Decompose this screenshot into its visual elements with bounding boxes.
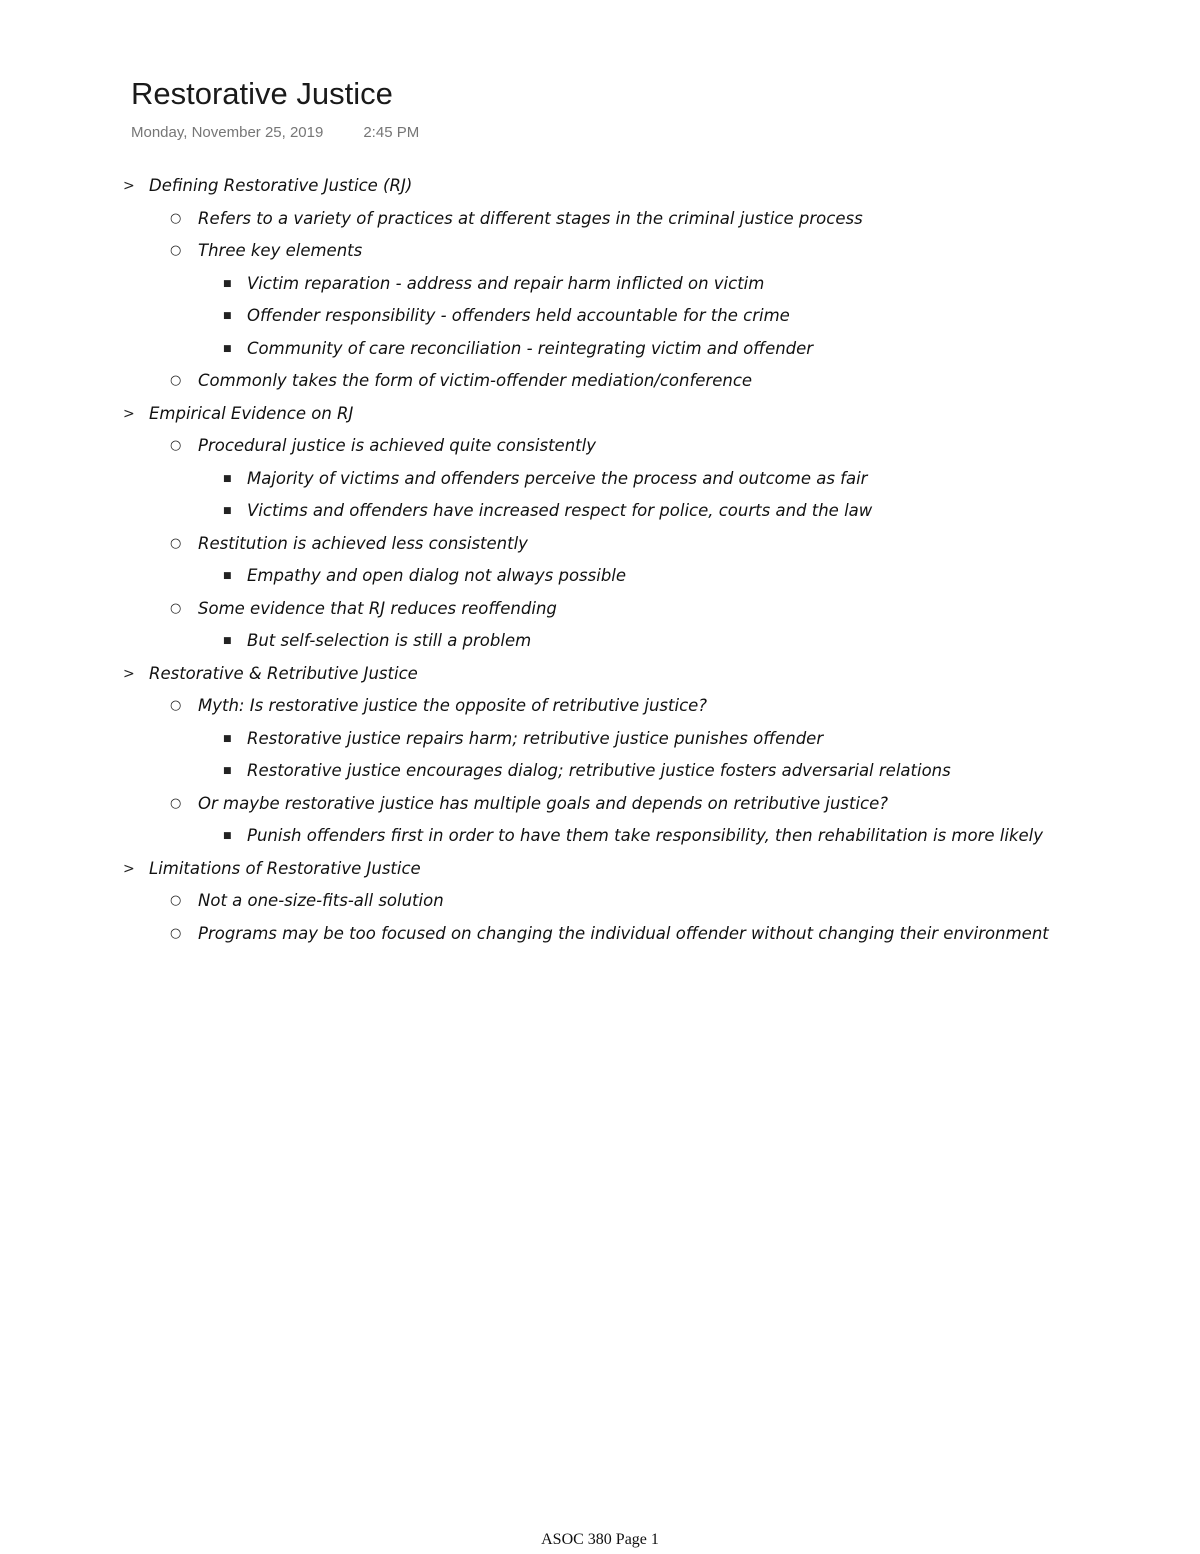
square-bullet-icon: ■	[223, 636, 232, 646]
outline-item-text: Majority of victims and offenders perceive the process and outcome as fair	[247, 468, 868, 488]
outline-item-text: Restorative justice repairs harm; retributive justice punishes offender	[247, 728, 824, 748]
outline-item-text: Victims and offenders have increased respect for police, courts and the law	[247, 501, 873, 520]
outline-item	[0, 170, 1200, 203]
outline-item-text: Commonly takes the form of victim-offender mediation/conference	[198, 371, 753, 390]
notes-outline	[0, 170, 1200, 950]
outline-item	[0, 203, 1200, 236]
outline-item-text: Or maybe restorative justice has multiple goals and depends on retributive justice?	[198, 793, 889, 813]
circle-bullet-icon: ○	[170, 893, 182, 908]
circle-bullet-icon: ○	[170, 243, 182, 258]
circle-bullet-icon: ○	[170, 438, 182, 453]
circle-bullet-icon: ○	[170, 373, 182, 388]
outline-item	[0, 365, 1200, 398]
outline-item-text: Offender responsibility - offenders held accountable for the crime	[247, 306, 790, 325]
circle-bullet-icon: ○	[170, 535, 182, 551]
outline-item	[0, 853, 1200, 886]
outline-item-text: Myth: Is restorative justice the opposite of retributive justice?	[198, 696, 708, 715]
square-bullet-icon: ■	[223, 831, 232, 841]
outline-item-text: Restitution is achieved less consistently	[198, 533, 528, 553]
outline-item-text: Restorative & Retributive Justice	[149, 663, 418, 683]
outline-item-text: Some evidence that RJ reduces reoffending	[198, 598, 557, 618]
circle-bullet-icon: ○	[170, 698, 182, 713]
outline-item	[0, 528, 1200, 561]
outline-item	[0, 788, 1200, 821]
arrow-bullet-icon: >	[123, 405, 135, 422]
outline-item	[0, 463, 1200, 496]
outline-item-text: But self-selection is still a problem	[247, 631, 532, 650]
page-time: 2:45 PM	[363, 124, 420, 141]
outline-item-text: Three key elements	[198, 241, 363, 260]
outline-item	[0, 398, 1200, 431]
outline-item	[0, 430, 1200, 463]
arrow-bullet-icon: >	[123, 665, 135, 682]
outline-item	[0, 885, 1200, 918]
circle-bullet-icon: ○	[170, 795, 182, 811]
outline-item-text: Procedural justice is achieved quite consistently	[198, 436, 596, 455]
outline-item-text: Punish offenders first in order to have them take responsibility, then rehabilitation is more likely	[247, 826, 1043, 845]
square-bullet-icon: ■	[223, 343, 232, 354]
outline-item-text: Programs may be too focused on changing the individual offender without changing their environment	[198, 923, 1049, 943]
outline-item	[0, 593, 1200, 626]
outline-item-text: Community of care reconciliation - reintegrating victim and offender	[247, 338, 814, 358]
outline-item-text: Empathy and open dialog not always possible	[247, 566, 627, 585]
outline-item	[0, 918, 1200, 951]
square-bullet-icon: ■	[223, 766, 232, 776]
outline-item	[0, 723, 1200, 756]
outline-item-text: Restorative justice encourages dialog; retributive justice fosters adversarial relations	[247, 761, 951, 780]
square-bullet-icon: ■	[223, 571, 232, 581]
outline-item	[0, 625, 1200, 658]
outline-item	[0, 235, 1200, 268]
page-date: Monday, November 25, 2019	[131, 124, 324, 141]
page-footer: ASOC 380 Page 1	[541, 1531, 659, 1548]
outline-item	[0, 300, 1200, 333]
square-bullet-icon: ■	[223, 473, 232, 484]
circle-bullet-icon: ○	[170, 925, 182, 941]
outline-item	[0, 820, 1200, 853]
outline-item-text: Not a one-size-fits-all solution	[198, 891, 444, 910]
outline-item	[0, 560, 1200, 593]
outline-item-text: Defining Restorative Justice (RJ)	[149, 176, 413, 195]
square-bullet-icon: ■	[223, 506, 232, 516]
outline-item-text: Empirical Evidence on RJ	[149, 403, 354, 423]
circle-bullet-icon: ○	[170, 210, 182, 226]
outline-item	[0, 268, 1200, 301]
square-bullet-icon: ■	[223, 311, 232, 321]
outline-item	[0, 658, 1200, 691]
outline-item-text: Victim reparation - address and repair harm inflicted on victim	[247, 273, 765, 293]
outline-item-text: Limitations of Restorative Justice	[149, 858, 421, 878]
page-title: Restorative Justice	[131, 76, 393, 111]
outline-item-text: Refers to a variety of practices at different stages in the criminal justice process	[198, 208, 863, 228]
square-bullet-icon: ■	[223, 278, 232, 289]
square-bullet-icon: ■	[223, 733, 232, 744]
arrow-bullet-icon: >	[123, 860, 135, 877]
circle-bullet-icon: ○	[170, 600, 182, 616]
outline-item	[0, 333, 1200, 366]
outline-item	[0, 690, 1200, 723]
outline-item	[0, 495, 1200, 528]
page-timestamp	[131, 122, 419, 144]
outline-item	[0, 755, 1200, 788]
arrow-bullet-icon: >	[123, 178, 135, 194]
